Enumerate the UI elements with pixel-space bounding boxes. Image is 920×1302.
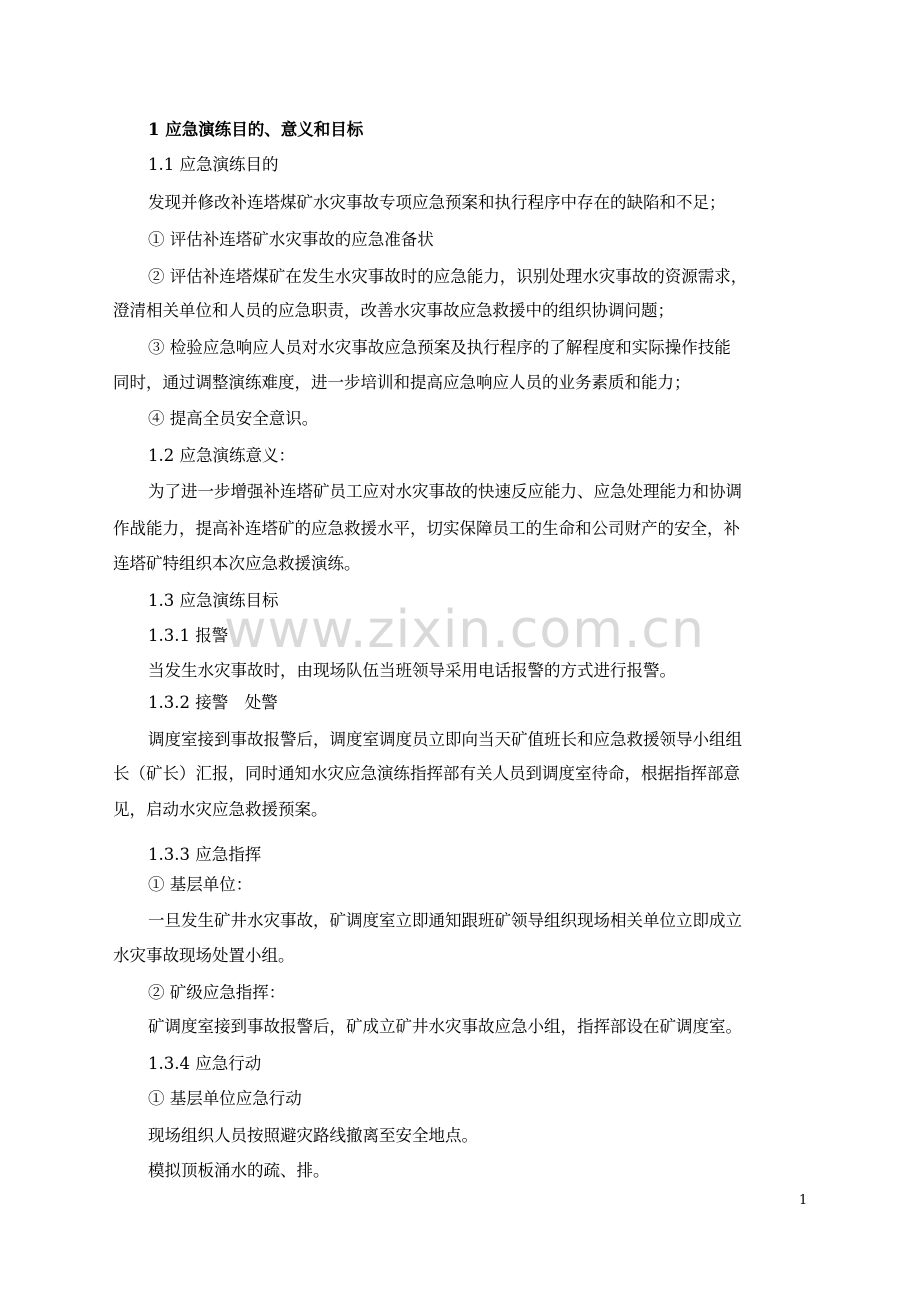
paragraph-line: 矿调度室接到事故报警后，矿成立矿井水灾事故应急小组，指挥部设在矿调度室。 xyxy=(148,1017,742,1036)
paragraph-line: 作战能力，提高补连塔矿的应急救援水平，切实保障员工的生命和公司财产的安全，补 xyxy=(113,519,740,538)
paragraph-line: 长（矿长）汇报，同时通知水灾应急演练指挥部有关人员到调度室待命，根据指挥部意 xyxy=(113,764,740,783)
list-item: ② 矿级应急指挥： xyxy=(148,983,286,1002)
list-item: ① 基层单位： xyxy=(148,875,253,894)
subsection-heading: 1.3 应急演练目标 xyxy=(148,591,279,610)
subsection-heading: 1.3.3 应急指挥 xyxy=(148,845,262,864)
subsection-heading: 1.3.1 报警 xyxy=(148,626,229,645)
paragraph-line: 当发生水灾事故时，由现场队伍当班领导采用电话报警的方式进行报警。 xyxy=(148,661,676,680)
list-item: ① 评估补连塔矿水灾事故的应急准备状 xyxy=(148,230,434,249)
paragraph-line: 水灾事故现场处置小组。 xyxy=(113,946,295,965)
paragraph-line: 调度室接到事故报警后，调度室调度员立即向当天矿值班长和应急救援领导小组组 xyxy=(148,730,742,749)
subsection-heading: 1.3.2 接警 处警 xyxy=(148,693,278,712)
paragraph-line: 澄清相关单位和人员的应急职责，改善水灾事故应急救援中的组织协调问题； xyxy=(113,301,674,320)
paragraph-line: 为了进一步增强补连塔矿员工应对水灾事故的快速反应能力、应急处理能力和协调 xyxy=(148,482,742,501)
list-item: ② 评估补连塔煤矿在发生水灾事故时的应急能力，识别处理水灾事故的资源需求， xyxy=(148,267,748,286)
paragraph-line: 连塔矿特组织本次应急救援演练。 xyxy=(113,554,361,573)
list-item: ① 基层单位应急行动 xyxy=(148,1089,302,1108)
paragraph-line: 一旦发生矿井水灾事故，矿调度室立即通知跟班矿领导组织现场相关单位立即成立 xyxy=(148,911,742,930)
subsection-heading: 1.2 应急演练意义： xyxy=(148,446,295,465)
list-item: ④ 提高全员安全意识。 xyxy=(148,409,319,428)
subsection-heading: 1.1 应急演练目的 xyxy=(148,155,279,174)
paragraph-line: 同时，通过调整演练难度，进一步培训和提高应急响应人员的业务素质和能力； xyxy=(113,373,691,392)
page-number: 1 xyxy=(799,1193,808,1208)
paragraph-line: 见，启动水灾应急救援预案。 xyxy=(113,800,328,819)
paragraph-line: 现场组织人员按照避灾路线撤离至安全地点。 xyxy=(148,1126,478,1145)
paragraph-line: 模拟顶板涌水的疏、排。 xyxy=(148,1161,330,1180)
watermark: www.zixin.com.cn xyxy=(224,600,705,660)
list-item: ③ 检验应急响应人员对水灾事故应急预案及执行程序的了解程度和实际操作技能 xyxy=(148,338,731,357)
section-heading: 1 应急演练目的、意义和目标 xyxy=(148,120,364,139)
subsection-heading: 1.3.4 应急行动 xyxy=(148,1054,262,1073)
paragraph-line: 发现并修改补连塔煤矿水灾事故专项应急预案和执行程序中存在的缺陷和不足； xyxy=(148,193,726,212)
